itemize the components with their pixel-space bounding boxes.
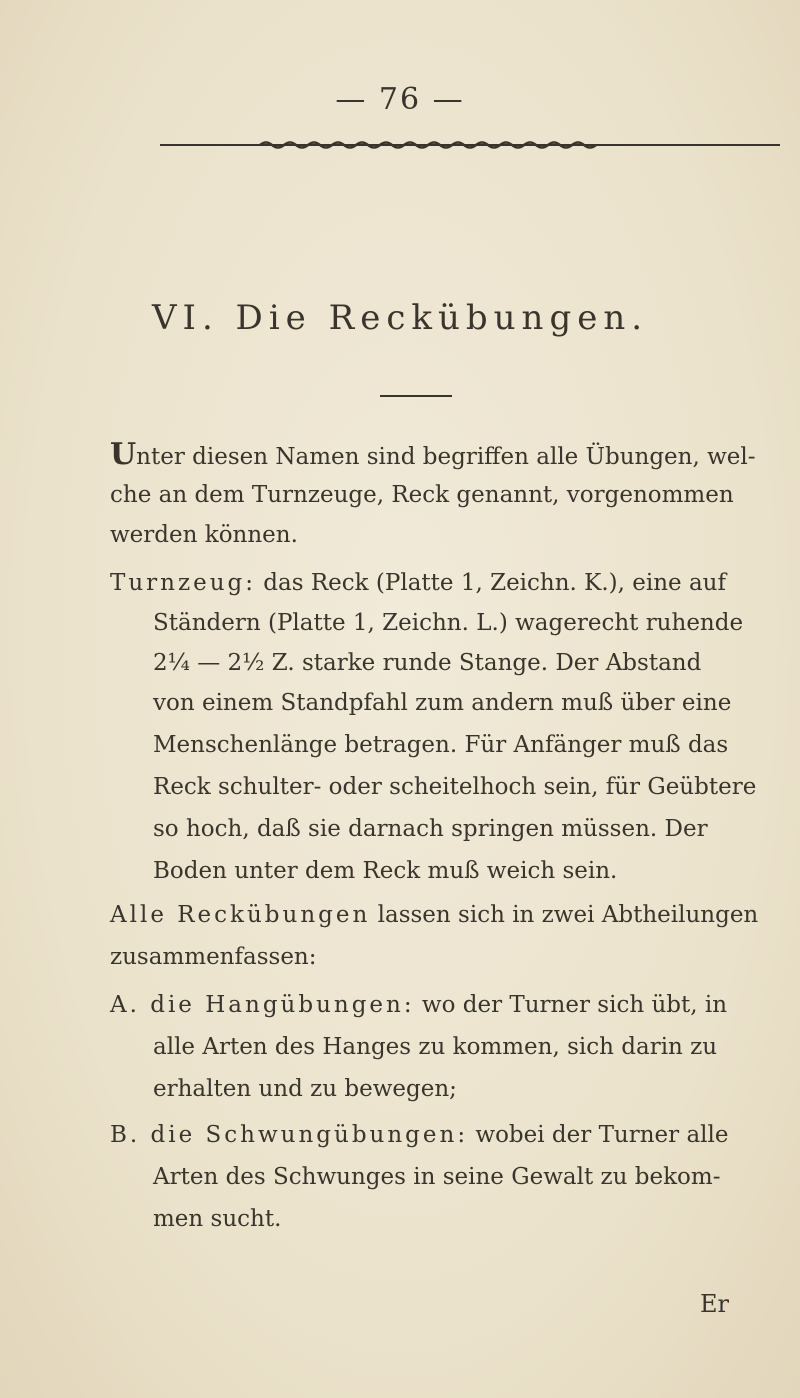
item-a-text-1: wo der Turner sich übt, in	[421, 992, 728, 1018]
def-line-5: Menschenlänge betragen. Für Anfänger muß das	[153, 732, 729, 758]
item-a-line-1	[110, 990, 727, 1020]
intro-line-2: che an dem Turnzeuge, Reck genannt, vorgenommen	[110, 482, 734, 508]
div-text-1: lassen sich in zwei Abtheilungen	[377, 902, 759, 928]
div-line-2: zusammenfassen:	[110, 944, 317, 970]
item-b-line-3: men sucht.	[153, 1206, 282, 1232]
item-a-term: A. die Hangübungen:	[110, 992, 415, 1018]
item-b-text-1: wobei der Turner alle	[475, 1122, 729, 1148]
title-rule	[380, 395, 452, 397]
page-number: — 76 —	[335, 82, 465, 117]
div-term: Alle Reckübungen	[110, 902, 371, 928]
def-line-7: so hoch, daß sie darnach springen müssen. Der	[153, 816, 708, 842]
catchword: Er	[700, 1290, 729, 1318]
def-line-2: Ständern (Platte 1, Zeichn. L.) wagerecht ruhende	[153, 610, 744, 636]
item-b-term: B. die Schwungübungen:	[110, 1122, 469, 1148]
header-ornament-rule	[160, 140, 780, 150]
def-line-4: von einem Standpfahl zum andern muß über eine	[153, 690, 732, 716]
intro-text-1: nter diesen Namen sind begriffen alle Übungen, wel-	[136, 444, 756, 470]
section-title: VI. Die Reckübungen.	[151, 298, 649, 338]
def-line-3: 2¼ — 2½ Z. starke runde Stange. Der Abstand	[153, 650, 702, 676]
def-line-1	[110, 568, 726, 598]
def-text-1: das Reck (Platte 1, Zeichn. K.), eine auf	[263, 570, 726, 596]
def-line-6: Reck schulter- oder scheitelhoch sein, für Geübtere	[153, 774, 757, 800]
div-line-1	[110, 900, 758, 930]
def-term: Turnzeug:	[110, 570, 256, 596]
item-a-line-3: erhalten und zu bewegen;	[153, 1076, 457, 1102]
item-b-line-2: Arten des Schwunges in seine Gewalt zu bekom-	[153, 1164, 721, 1190]
item-a-line-2: alle Arten des Hanges zu kommen, sich darin zu	[153, 1034, 718, 1060]
def-line-8: Boden unter dem Reck muß weich sein.	[153, 858, 618, 884]
item-b-line-1	[110, 1120, 728, 1150]
intro-line-3: werden können.	[110, 522, 298, 548]
intro-line-1	[110, 437, 756, 472]
drop-cap: U	[110, 437, 137, 472]
